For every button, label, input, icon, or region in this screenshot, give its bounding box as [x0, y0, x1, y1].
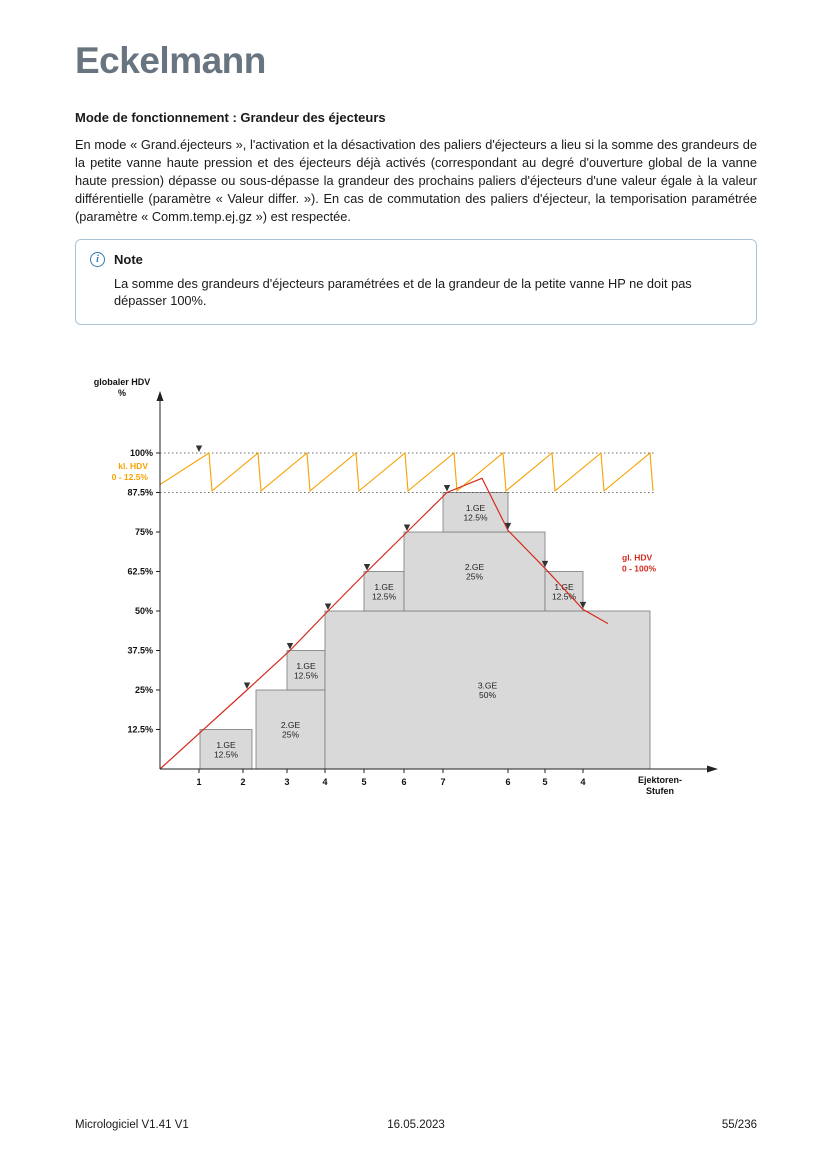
x-tick-label: 4 — [322, 777, 328, 788]
x-axis-arrow-icon — [707, 766, 718, 773]
footer-version: Micrologiciel V1.41 V1 — [75, 1119, 189, 1131]
info-icon: i — [90, 252, 105, 267]
footer-page-number: 55/236 — [721, 1119, 757, 1131]
y-tick-label: 100% — [129, 448, 153, 459]
stage-box-label: 1.GE — [465, 503, 486, 514]
note-body: La somme des grandeurs d'éjecteurs paramétrées et de la grandeur de la petite vanne HP ne doit pas dépasser 100%. — [114, 275, 692, 309]
ejector-stage-box — [325, 611, 650, 769]
footer-date: 16.05.2023 — [387, 1119, 445, 1131]
y-tick-label: 62.5% — [127, 566, 153, 577]
y-tick-label: 12.5% — [127, 724, 153, 735]
x-tick-label: 1 — [196, 777, 202, 788]
ejector-stage-box — [404, 532, 545, 611]
ejector-stage-box — [443, 493, 508, 533]
page-content — [75, 0, 757, 811]
small-hdv-label: 0 - 12.5% — [111, 472, 148, 483]
stage-box-label: 1.GE — [216, 740, 236, 751]
y-tick-label: 87.5% — [127, 487, 153, 498]
page-footer — [75, 1119, 757, 1135]
ejector-stages-chart — [80, 371, 760, 811]
y-axis-title: % — [117, 388, 127, 399]
stage-box-label: 2.GE — [464, 562, 485, 573]
x-tick-label: 4 — [580, 777, 586, 788]
y-tick-label: 25% — [134, 685, 153, 696]
stage-box-label: 3.GE — [477, 680, 498, 691]
y-tick-label: 50% — [134, 606, 153, 617]
switch-arrow-icon — [196, 446, 202, 453]
x-tick-label: 7 — [440, 777, 446, 788]
stage-box-label: 1.GE — [374, 582, 394, 593]
ejector-stage-box — [364, 572, 404, 612]
x-axis-title: Ejektoren- — [637, 775, 683, 786]
x-tick-label: 6 — [401, 777, 407, 788]
x-tick-label: 5 — [542, 777, 548, 788]
ejector-stage-box — [287, 651, 325, 691]
stage-box-value: 12.5% — [371, 591, 397, 602]
stage-box-label: 2.GE — [280, 720, 301, 731]
y-axis-arrow-icon — [157, 391, 164, 401]
y-axis-title: globaler HDV — [93, 377, 151, 388]
stage-box-value: 12.5% — [463, 512, 488, 523]
note-header — [90, 252, 742, 267]
ejector-stage-box — [200, 730, 252, 770]
company-logo: Eckelmann — [75, 40, 266, 81]
x-tick-label: 5 — [361, 777, 367, 788]
stage-box-value: 50% — [478, 690, 497, 701]
x-tick-label: 6 — [505, 777, 511, 788]
stage-box-value: 25% — [465, 571, 484, 582]
x-axis-title: Stufen — [646, 786, 674, 797]
stage-box-value: 12.5% — [551, 591, 577, 602]
section-title: Mode de fonctionnement : Grandeur des éjecteurs — [75, 110, 386, 125]
stage-box-label: 1.GE — [296, 661, 316, 672]
note-title: Note — [114, 251, 143, 267]
ejector-stage-box — [256, 690, 325, 769]
stage-box-value: 25% — [281, 729, 300, 740]
x-tick-label: 2 — [240, 777, 246, 788]
note-box — [75, 239, 757, 326]
global-hdv-label: gl. HDV — [622, 552, 653, 563]
y-tick-label: 37.5% — [127, 645, 153, 656]
body-paragraph: En mode « Grand.éjecteurs », l'activation et la désactivation des paliers d'éjecteurs a lieu si la somme des grandeurs de la petite vanne haute pression et des éjecteurs déjà activés (correspondant au degré d'ouverture global de la vanne haute pression) dépasse ou sous-dépasse la grandeur des prochains paliers d'éjecteurs d'une valeur égale à la valeur différentielle (paramètre « Valeur differ. »). En cas de commutation des paliers d'éjecteur, la temporisation paramétrée (paramètre « Comm.temp.ej.gz ») est respectée. — [75, 137, 757, 224]
stage-box-value: 12.5% — [293, 670, 319, 681]
ejector-stages-figure — [80, 371, 757, 811]
ejector-stage-box — [545, 572, 583, 612]
small-hdv-label: kl. HDV — [118, 461, 148, 472]
stage-box-value: 12.5% — [213, 749, 239, 760]
small-hdv-sawtooth-line — [160, 453, 653, 491]
stage-box-label: 1.GE — [554, 582, 574, 593]
x-tick-label: 3 — [284, 777, 290, 788]
switch-arrow-icon — [444, 485, 450, 492]
global-hdv-label: 0 - 100% — [622, 563, 657, 574]
y-tick-label: 75% — [134, 527, 153, 538]
